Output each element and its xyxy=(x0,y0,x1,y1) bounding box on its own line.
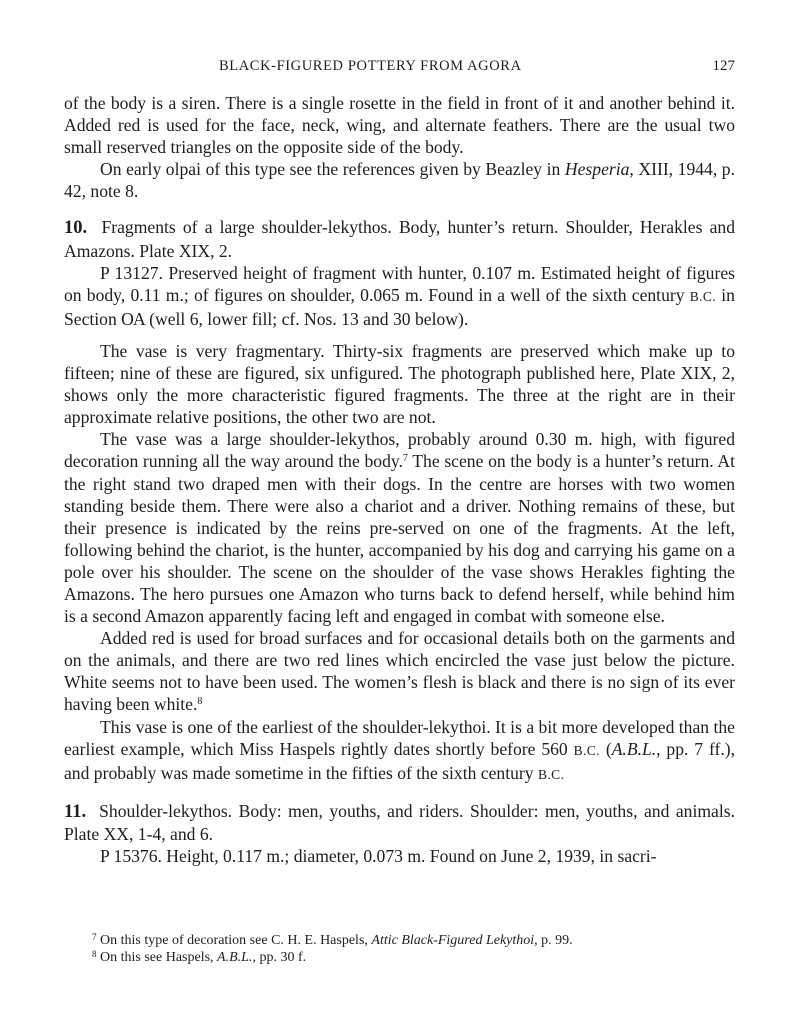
entry-10-paragraph-dating xyxy=(64,716,735,786)
entry-description: Fragments of a large shoulder-lekythos. Body, hunter’s return. Shoulder, Herakles and Amazons. Plate XIX, 2. xyxy=(64,217,736,261)
footnote-8 xyxy=(92,950,732,967)
book-title: Attic Black-Figured Lekythoi xyxy=(371,933,535,948)
text-segment: , XIII, 1944, p. 42, note 8. xyxy=(64,159,736,202)
entry-description: Shoulder-lekythos. Body: men, youths, and riders. Shoulder: men, youths, and animals. Plate XX, 1-4, and 6. xyxy=(64,800,735,844)
abbreviated-title: A.B.L. xyxy=(611,738,657,759)
entry-number: 10. xyxy=(64,218,88,239)
entry-10-heading xyxy=(64,216,735,261)
paragraph-siren: of the body is a siren. There is a single rosette in the field in front of it and another behind it. Added red is used for the face, neck, wing, and alternate feathers. There are the usual two small reserved triangles on the opposite side of the body. xyxy=(64,93,735,158)
entry-10-paragraph-added-red xyxy=(64,627,735,715)
body-text xyxy=(64,92,735,867)
journal-title: Hesperia xyxy=(564,159,630,180)
footnote-mark: 7 xyxy=(92,932,97,942)
text-segment: On this type of decoration see C. H. E. Haspels, xyxy=(96,933,372,948)
footnote-ref: 7 xyxy=(402,453,408,465)
text-segment: On early olpai of this type see the references given by Beazley in xyxy=(100,159,565,180)
era-abbreviation: B.C. xyxy=(537,766,565,782)
page-number: 127 xyxy=(712,58,735,74)
era-abbreviation: B.C. xyxy=(573,742,600,758)
text-segment: , p. 99. xyxy=(534,933,573,948)
book-title: A.B.L. xyxy=(217,949,253,965)
text-segment: On this see Haspels, xyxy=(96,949,218,965)
text-segment: P 13127. Preserved height of fragment with hunter, 0.107 m. Estimated height of figures on body, 0.11 m.; of figures on shoulder, 0.065 m. Found in a well of the sixth century xyxy=(64,262,735,305)
footnote-ref: 8 xyxy=(197,696,203,708)
footnote-mark: 8 xyxy=(92,948,97,959)
era-abbreviation: B.C. xyxy=(689,288,717,304)
entry-11-catalogue: P 15376. Height, 0.117 m.; diameter, 0.073 m. Found on June 2, 1939, in sacri- xyxy=(100,846,657,866)
entry-10-catalogue xyxy=(64,262,735,330)
footnotes xyxy=(92,933,732,966)
entry-11-heading xyxy=(64,800,735,845)
footnote-7 xyxy=(92,933,732,950)
entry-number: 11. xyxy=(64,801,87,822)
text-segment: in Section ΟΑ (well 6, lower fill; cf. Nos. 13 and 30 below). xyxy=(64,284,735,329)
entry-10-paragraph-fragments: The vase is very fragmentary. Thirty-six fragments are preserved which make up to fifteen; nine of these are figured, six unfigured. The photograph published here, Plate XIX, 2, shows only the more characteristic figured fragments. The three at the right are in their approximate relative positions, the other two are not. xyxy=(64,340,735,428)
running-title: BLACK-FIGURED POTTERY FROM AGORA xyxy=(219,58,522,74)
text-segment: The vase was a large shoulder-lekythos, probably around 0.30 m. high, with figured decoration running all the way around the body. xyxy=(64,429,735,472)
text-segment: The scene on the body is a hunter’s return. At the right stand two draped men with their dogs. In the centre are horses with two women standing beside them. There were also a chariot and a driver. Nothing remains of these, but their presence is indicated by the reins pre-served on one of the fragments. At the left, following behind the chariot, is the hunter, accompanied by his dog and carrying his game on a pole over his shoulder. The scene on the shoulder of the vase shows Herakles fighting the Amazons. The hero pursues one Amazon who turns back to defend herself, while behind him is a second Amazon apparently facing left and engaged in combat with someone else. xyxy=(64,451,735,627)
text-segment: ( xyxy=(599,738,612,759)
paragraph-olpai-reference xyxy=(64,158,735,202)
text-segment: This vase is one of the earliest of the shoulder-lekythoi. It is a bit more developed than the earliest example, which Miss Haspels rightly dates shortly before 560 xyxy=(64,716,735,759)
text-segment: , pp. 30 f. xyxy=(252,949,307,965)
text-segment: , pp. 7 ff.), and probably was made sometime in the fifties of the sixth century xyxy=(64,738,735,783)
entry-10-paragraph-scene xyxy=(64,428,735,627)
text-segment: Added red is used for broad surfaces and for occasional details both on the garments and on the animals, and there are two red lines which encircled the vase just below the picture. White seems not to have been used. The women’s flesh is black and there is no sign of its ever having been white. xyxy=(64,628,735,715)
